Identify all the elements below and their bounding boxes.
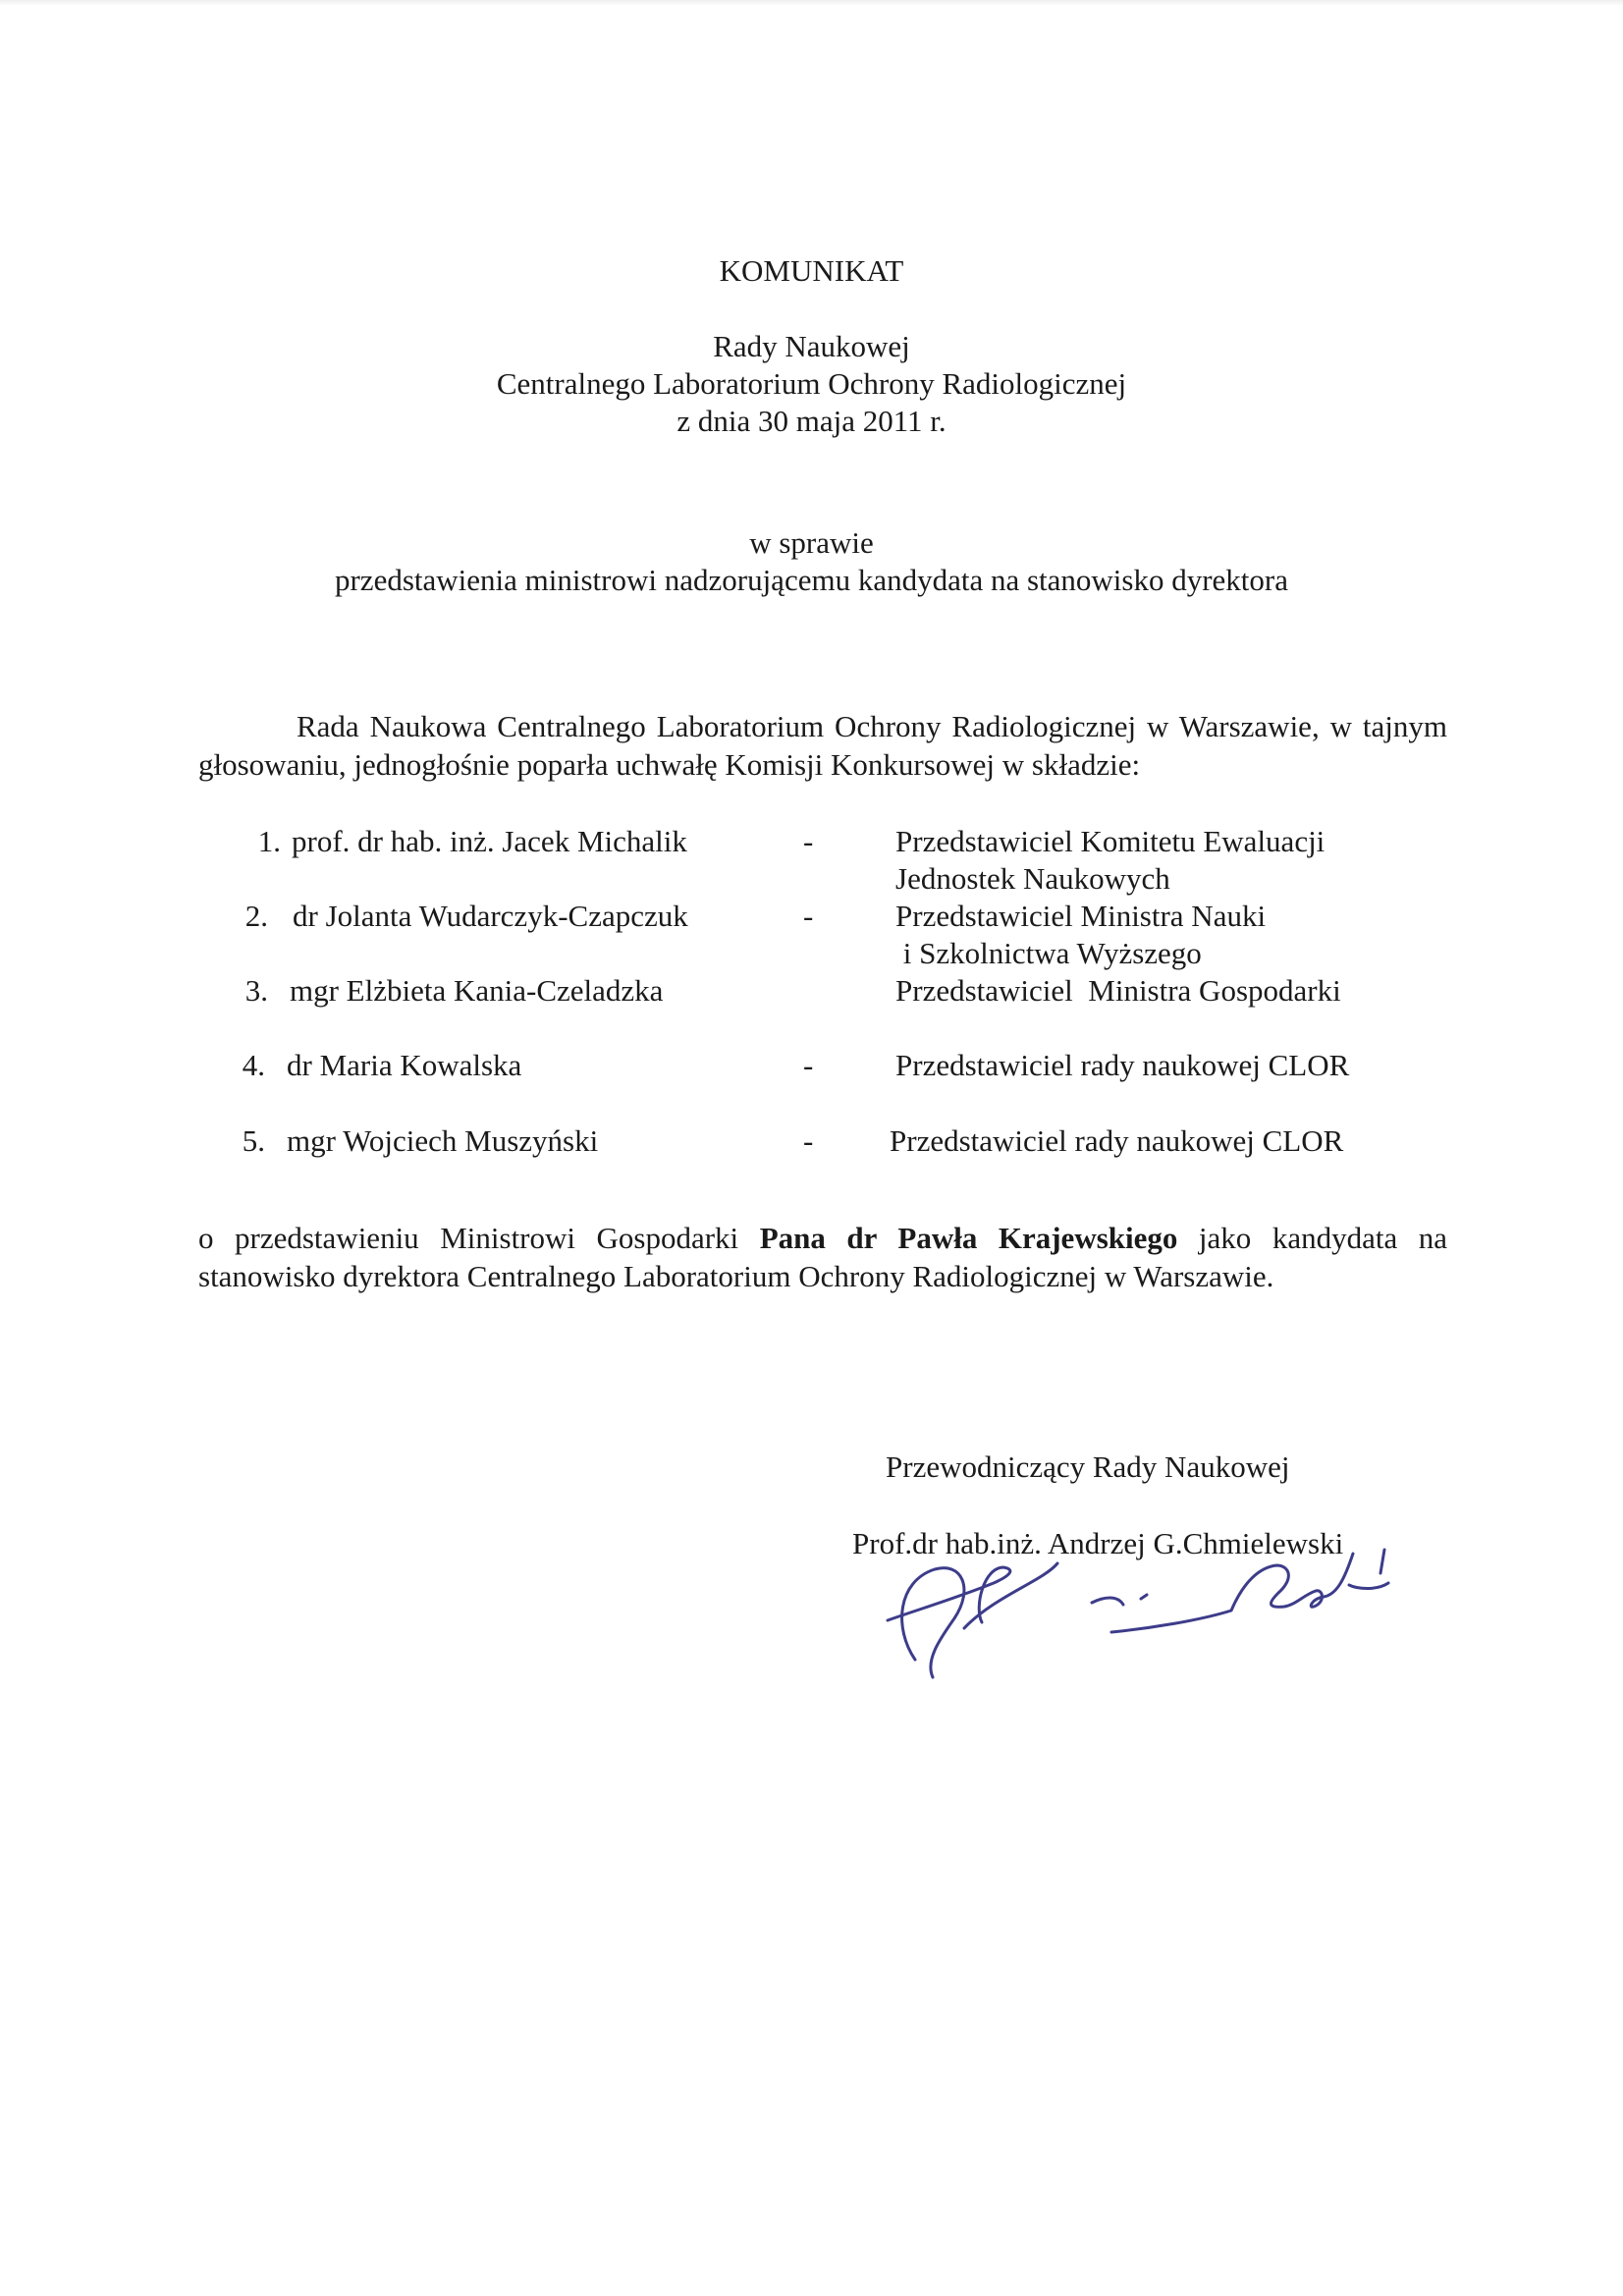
conclusion-paragraph: [198, 1219, 1447, 1295]
document-subject: przedstawienia ministrowi nadzorującemu kandydata na stanowisko dyrektora: [334, 563, 1289, 597]
member-role: Przedstawiciel rady naukowej CLOR: [895, 1048, 1350, 1082]
handwritten-signature: [846, 1512, 1396, 1689]
conclusion-text-after: jako kandydata na stanowisko dyrektora Centralnego Laboratorium Ochrony Radiologicznej w Warszawie.: [198, 1221, 1448, 1293]
candidate-name: Pana dr Pawła Krajewskiego: [759, 1221, 1178, 1255]
member-dash: -: [803, 1048, 814, 1082]
member-name: prof. dr hab. inż. Jacek Michalik: [292, 824, 687, 858]
member-number: 2.: [244, 899, 268, 933]
member-name: mgr Elżbieta Kania-Czeladzka: [290, 973, 664, 1008]
signatory-title: Przewodniczący Rady Naukowej: [886, 1449, 1290, 1484]
intro-paragraph: Rada Naukowa Centralnego Laboratorium Ochrony Radiologicznej w Warszawie, w tajnym głosowaniu, jednogłośnie poparła uchwałę Komisji Konkursowej w składzie:: [198, 709, 1447, 782]
member-number: 4.: [242, 1048, 265, 1082]
laboratory-name: Centralnego Laboratorium Ochrony Radiologicznej: [496, 366, 1127, 401]
member-role: Przedstawiciel rady naukowej CLOR: [890, 1123, 1344, 1158]
member-name: dr Jolanta Wudarczyk-Czapczuk: [293, 899, 688, 933]
member-name: dr Maria Kowalska: [287, 1048, 522, 1082]
member-role-continued: Jednostek Naukowych: [895, 861, 1170, 896]
member-role-continued: i Szkolnictwa Wyższego: [895, 936, 1202, 970]
signatory-name: Prof.dr hab.inż. Andrzej G.Chmielewski: [852, 1526, 1344, 1560]
conclusion-text-before: o przedstawieniu Ministrowi Gospodarki: [198, 1221, 760, 1255]
member-role: Przedstawiciel Komitetu Ewaluacji: [895, 824, 1325, 858]
scan-edge: [0, 0, 1623, 6]
member-dash: -: [803, 1123, 814, 1158]
council-name: Rady Naukowej: [713, 329, 910, 363]
member-role: Przedstawiciel Ministra Gospodarki: [895, 973, 1341, 1008]
member-number: 3.: [244, 973, 268, 1008]
member-dash: -: [803, 899, 814, 933]
matter-label: w sprawie: [749, 525, 874, 560]
member-role: Przedstawiciel Ministra Nauki: [895, 899, 1267, 933]
member-dash: -: [803, 824, 814, 858]
member-number: 1.: [257, 824, 281, 858]
member-number: 5.: [242, 1123, 265, 1158]
document-date: z dnia 30 maja 2011 r.: [676, 404, 947, 438]
member-name: mgr Wojciech Muszyński: [287, 1123, 599, 1158]
document-title: KOMUNIKAT: [719, 253, 904, 288]
